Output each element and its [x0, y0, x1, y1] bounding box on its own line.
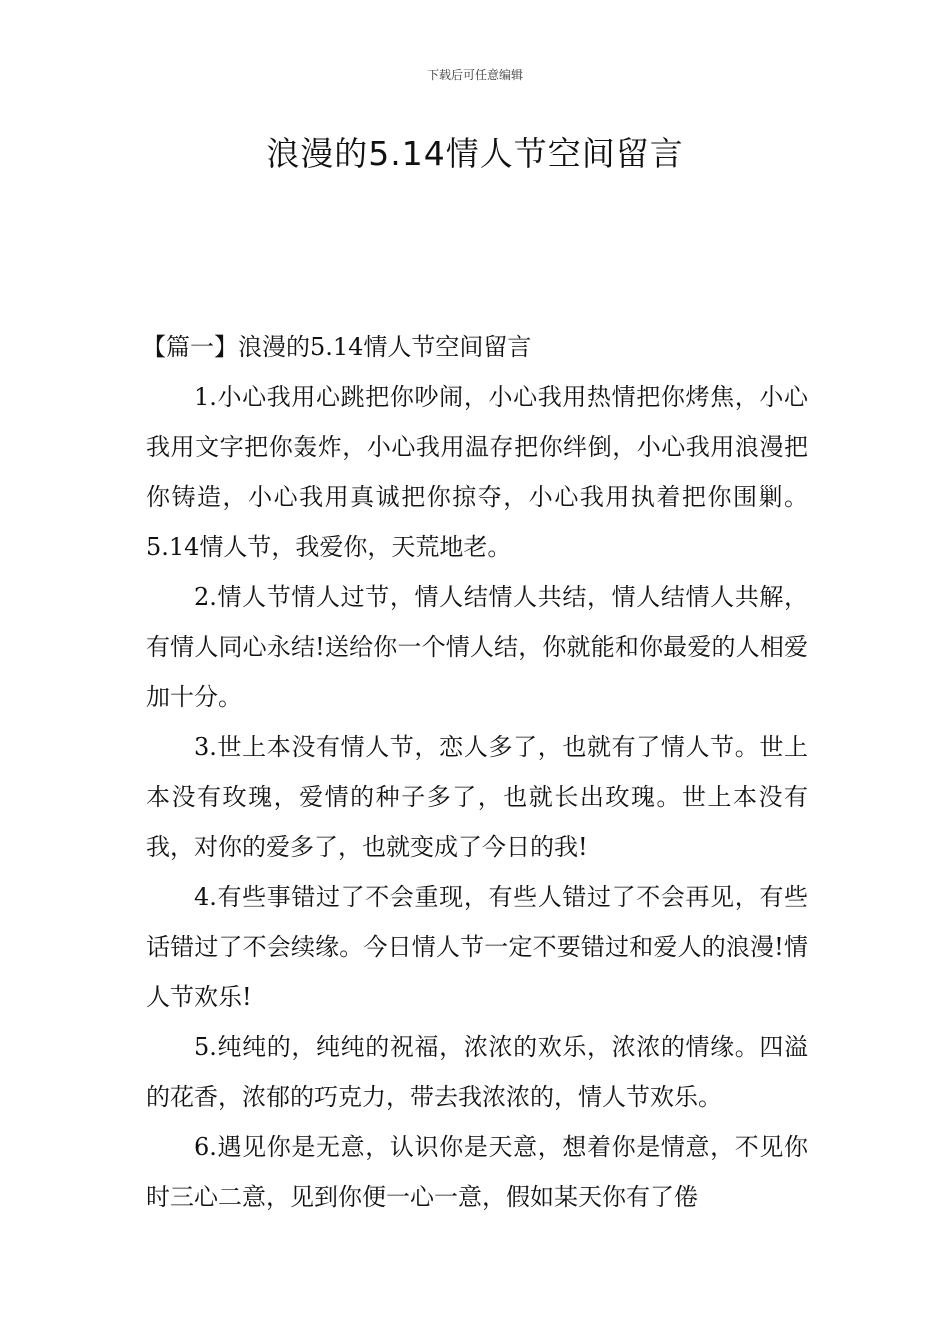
paragraph-2: 2.情人节情人过节，情人结情人共结，情人结情人共解，有情人同心永结!送给你一个情人结，你就能和你最爱的人相爱加十分。 [146, 583, 808, 711]
document-title: 浪漫的5.14情人节空间留言 [266, 134, 684, 173]
paragraph-5: 5.纯纯的，纯纯的祝福，浓浓的欢乐，浓浓的情缘。四溢的花香，浓郁的巧克力，带去我浓浓的，情人节欢乐。 [146, 1033, 808, 1111]
section-heading: 【篇一】浪漫的5.14情人节空间留言 [142, 333, 532, 361]
paragraph-6: 6.遇见你是无意，认识你是天意，想着你是情意，不见你时三心二意，见到你便一心一意，假如某天你有了倦 [146, 1133, 808, 1211]
paragraph-4: 4.有些事错过了不会重现，有些人错过了不会再见，有些话错过了不会续缘。今日情人节一定不要错过和爱人的浪漫!情人节欢乐! [146, 883, 808, 1011]
document-body [142, 322, 808, 1222]
paragraph-1: 1.小心我用心跳把你吵闹，小心我用热情把你烤焦，小心我用文字把你轰炸，小心我用温存把你绊倒，小心我用浪漫把你铸造，小心我用真诚把你掠夺，小心我用执着把你围剿。5.14情人节，我爱你，天荒地老。 [146, 383, 808, 561]
paragraph-3: 3.世上本没有情人节，恋人多了，也就有了情人节。世上本没有玫瑰，爱情的种子多了，也就长出玫瑰。世上本没有我，对你的爱多了，也就变成了今日的我! [146, 733, 808, 861]
header-note: 下载后可任意编辑 [426, 68, 523, 82]
